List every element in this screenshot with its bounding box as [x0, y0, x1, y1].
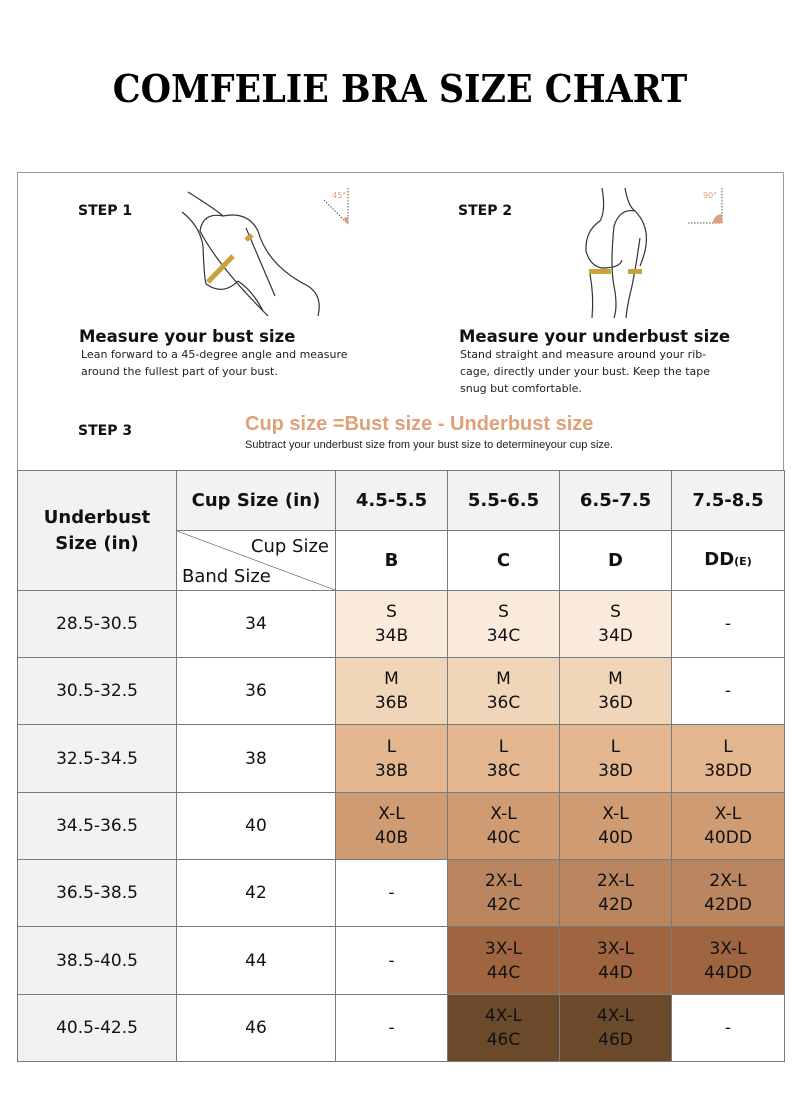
cup-letter-header: C [448, 531, 560, 591]
size-cell-empty: - [672, 995, 785, 1062]
size-cell: 3X-L 44C [448, 927, 560, 995]
band-cell: 42 [177, 860, 336, 927]
size-chart-table [17, 470, 785, 1062]
underbust-cell: 36.5-38.5 [18, 860, 177, 927]
size-cell: L 38DD [672, 725, 785, 793]
size-cell: L 38B [336, 725, 448, 793]
size-cell: 4X-L 46D [560, 995, 672, 1062]
cup-range-header: 7.5-8.5 [672, 471, 785, 531]
band-cell: 40 [177, 793, 336, 860]
step1-description: Lean forward to a 45-degree angle and measure around the fullest part of your bust. [81, 348, 348, 378]
size-cell: M 36D [560, 658, 672, 725]
size-cell-empty: - [672, 591, 785, 658]
underbust-cell: 32.5-34.5 [18, 725, 177, 793]
svg-text:90°: 90° [703, 191, 718, 200]
cup-band-diagonal-header: Cup Size Band Size [177, 531, 336, 591]
size-cell: 3X-L 44DD [672, 927, 785, 995]
underbust-cell: 28.5-30.5 [18, 591, 177, 658]
size-cell: S 34D [560, 591, 672, 658]
size-cell: 3X-L 44D [560, 927, 672, 995]
step2-heading: Measure your underbust size [459, 327, 731, 346]
page-title: COMFELIE BRA SIZE CHART [112, 66, 688, 111]
step1-label: STEP 1 [78, 203, 133, 219]
cup-letter-header: D [560, 531, 672, 591]
size-cell: X-L 40B [336, 793, 448, 860]
band-cell: 36 [177, 658, 336, 725]
size-cell: 2X-L 42D [560, 860, 672, 927]
cup-range-header: 5.5-6.5 [448, 471, 560, 531]
size-cell-empty: - [336, 927, 448, 995]
size-cell: M 36C [448, 658, 560, 725]
underbust-cell: 30.5-32.5 [18, 658, 177, 725]
size-cell: L 38D [560, 725, 672, 793]
cup-size-in-header: Cup Size (in) [177, 471, 336, 531]
band-cell: 38 [177, 725, 336, 793]
underbust-cell: 38.5-40.5 [18, 927, 177, 995]
underbust-cell: 34.5-36.5 [18, 793, 177, 860]
cup-range-header: 6.5-7.5 [560, 471, 672, 531]
size-cell: X-L 40DD [672, 793, 785, 860]
size-cell: X-L 40C [448, 793, 560, 860]
table-row [18, 658, 785, 725]
angle-45-icon [322, 186, 352, 226]
bust-measure-illustration [178, 186, 323, 321]
table-row [18, 725, 785, 793]
table-row [18, 793, 785, 860]
size-cell: 2X-L 42C [448, 860, 560, 927]
underbust-measure-illustration [580, 186, 660, 321]
step3-label: STEP 3 [78, 423, 133, 439]
size-cell: X-L 40D [560, 793, 672, 860]
size-cell-empty: - [336, 860, 448, 927]
size-cell: 4X-L 46C [448, 995, 560, 1062]
size-cell: L 38C [448, 725, 560, 793]
angle-90-icon [685, 186, 725, 226]
table-row [18, 591, 785, 658]
step2-description: Stand straight and measure around your rib- cage, directly under your bust. Keep the tape snug but comfortable. [460, 348, 711, 395]
size-cell-empty: - [336, 995, 448, 1062]
cup-letter-header: DD(E) [672, 531, 785, 591]
table-row [18, 860, 785, 927]
svg-text:45°: 45° [332, 191, 347, 200]
cup-range-header: 4.5-5.5 [336, 471, 448, 531]
step1-heading: Measure your bust size [79, 327, 296, 346]
size-cell: 2X-L 42DD [672, 860, 785, 927]
size-cell: S 34C [448, 591, 560, 658]
underbust-header: Underbust Size (in) [18, 471, 177, 591]
underbust-cell: 40.5-42.5 [18, 995, 177, 1062]
size-cell: S 34B [336, 591, 448, 658]
table-row [18, 927, 785, 995]
cup-size-formula: Cup size =Bust size - Underbust size [245, 413, 594, 435]
cup-letter-header: B [336, 531, 448, 591]
size-cell-empty: - [672, 658, 785, 725]
band-cell: 34 [177, 591, 336, 658]
size-cell: M 36B [336, 658, 448, 725]
table-row [18, 995, 785, 1062]
band-cell: 46 [177, 995, 336, 1062]
step2-label: STEP 2 [458, 203, 513, 219]
formula-description: Subtract your underbust size from your bust size to determineyour cup size. [245, 439, 614, 451]
band-cell: 44 [177, 927, 336, 995]
